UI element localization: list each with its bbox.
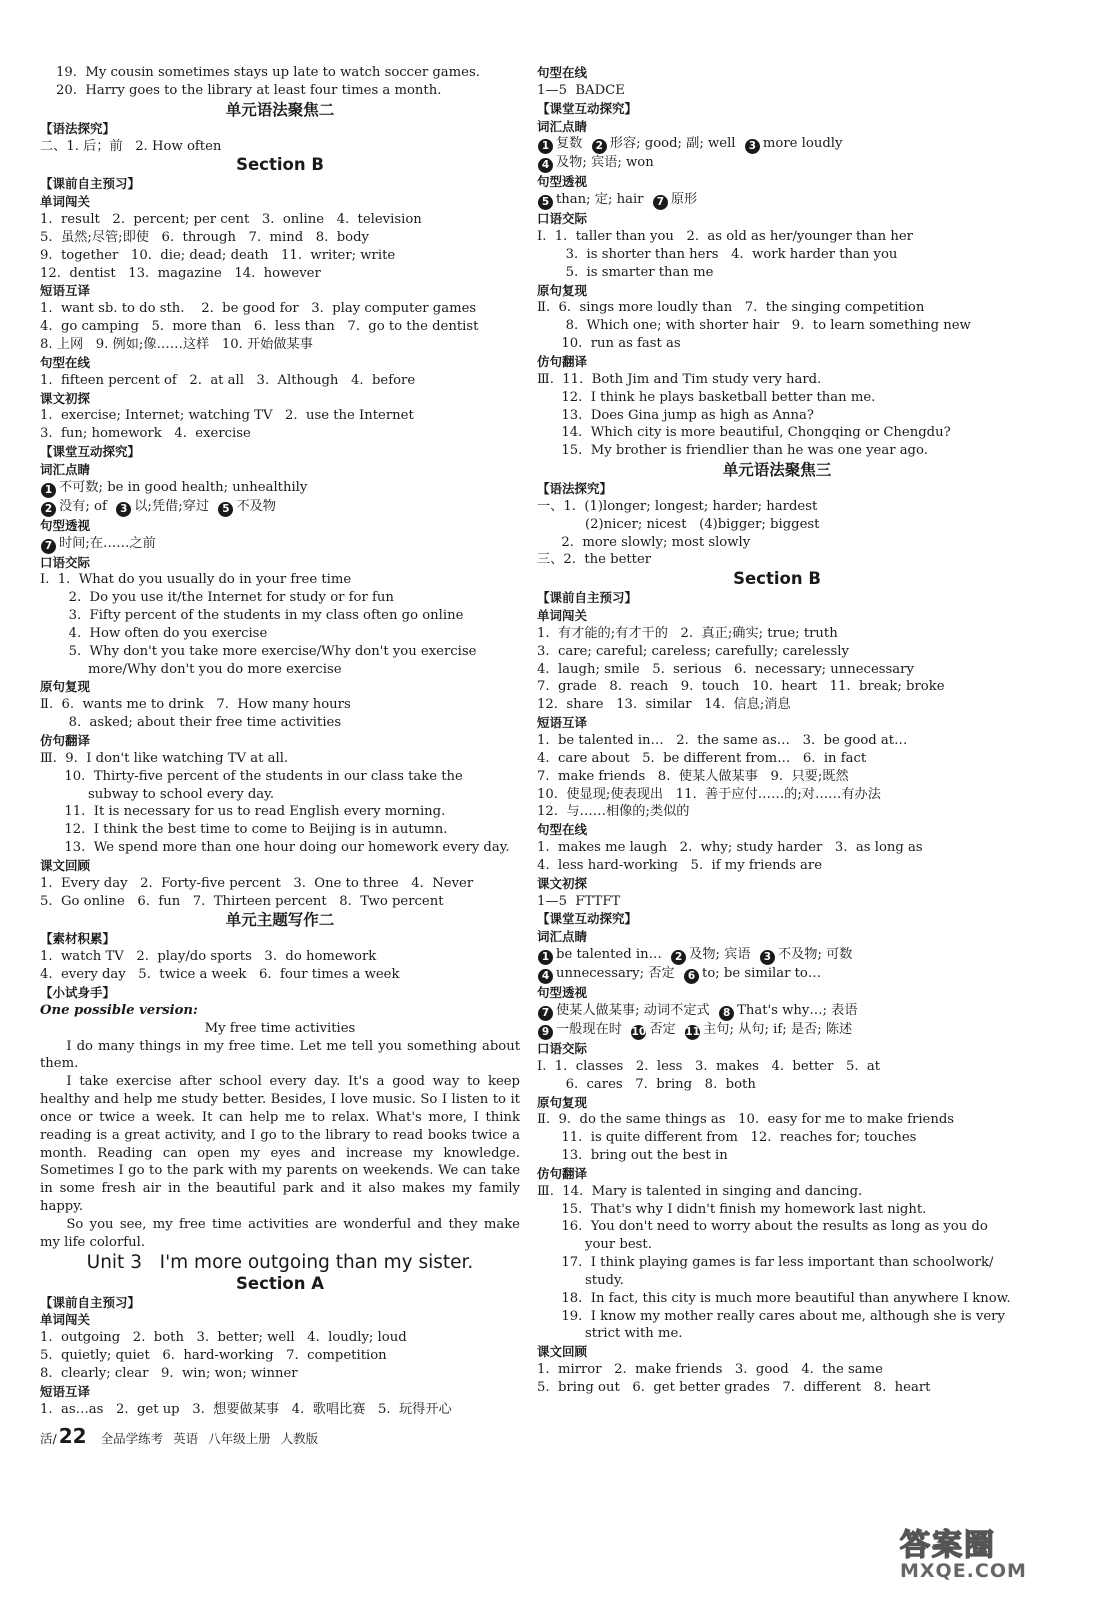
note-text: 使某人做某事; 动词不定式 <box>556 1002 719 1018</box>
left-part-heading: 【语法探究】 <box>40 120 116 136</box>
note-text: That's why…; 表语 <box>737 1002 858 1018</box>
left-essay-paragraph: I do many things in my free time. Let me tell you something about them. <box>40 1038 520 1072</box>
left-answer-line: 5. 虽然;尽管;即使 6. through 7. mind 8. body <box>40 229 369 245</box>
right-subheading: 仿句翻译 <box>537 353 588 369</box>
left-subheading: 短语互译 <box>40 283 91 299</box>
right-subheading: 短语互译 <box>537 715 588 731</box>
watermark-logo: 答案圈 <box>900 1528 996 1563</box>
right-answer-line: 7. make friends 8. 使某人做某事 9. 只要;既然 <box>537 768 849 784</box>
left-answer-line: 1. exercise; Internet; watching TV 2. use the Internet <box>40 408 414 424</box>
right-answer-line: 10. 使显现;使表现出 11. 善于应付……的;对……有办法 <box>537 786 881 802</box>
note-text: be talented in… <box>556 947 671 963</box>
right-answer-line: 4. laugh; smile 5. serious 6. necessary; unnecessary <box>537 661 914 677</box>
left-subheading: 单词闯关 <box>40 1312 91 1328</box>
right-answer-line: your best. <box>585 1237 652 1253</box>
circled-number-icon: 7 <box>653 195 668 210</box>
footer-subject: 英语 <box>173 1431 199 1446</box>
right-answer-line: 19. I know my mother really cares about me, although she is very <box>553 1308 1005 1324</box>
left-answer-line: 1. as…as 2. get up 3. 想要做某事 4. 歌唱比赛 5. 玩得开心 <box>40 1401 452 1417</box>
site-watermark <box>900 1520 1060 1580</box>
left-section-heading: Section B <box>236 155 324 175</box>
right-answer-line: 11. is quite different from 12. reaches for; touches <box>553 1130 917 1146</box>
note-text: 以;凭借;穿过 <box>134 498 218 514</box>
right-numbered-notes <box>537 946 1017 965</box>
left-unit-heading: Unit 3 I'm more outgoing than my sister. <box>86 1251 474 1273</box>
left-answer-line: 8. asked; about their free time activities <box>56 715 342 731</box>
circled-number-icon: 1 <box>41 483 56 498</box>
note-text: to; be similar to… <box>702 966 822 982</box>
page-number: 22 <box>58 1424 87 1448</box>
right-numbered-notes <box>537 1021 1017 1040</box>
left-answer-line: 4. every day 5. twice a week 6. four times a week <box>40 967 400 983</box>
left-answer-line: 8. 上网 9. 例如;像……这样 10. 开始做某事 <box>40 336 313 352</box>
left-answer-line: 1. result 2. percent; per cent 3. online 4. television <box>40 212 422 228</box>
left-answer-line: 12. dentist 13. magazine 14. however <box>40 265 321 281</box>
circled-number-icon: 9 <box>538 1025 553 1040</box>
left-subheading: 课文回顾 <box>40 857 91 873</box>
left-subheading: 仿句翻译 <box>40 733 91 748</box>
right-subheading: 词汇点睛 <box>537 118 588 134</box>
right-answer-line: 5. is smarter than me <box>553 264 714 280</box>
left-essay-title: My free time activities <box>204 1020 356 1036</box>
right-answer-line: 8. Which one; with shorter hair 9. to learn something new <box>553 318 971 334</box>
right-answer-line: 一、1. (1)longer; longest; harder; hardest <box>537 498 818 514</box>
left-subheading: 句型透视 <box>40 517 91 533</box>
right-subheading: 句型在线 <box>537 65 588 80</box>
left-part-heading: 【课堂互动探究】 <box>40 444 141 460</box>
left-answer-line: 20. Harry goes to the library at least four times a month. <box>56 82 442 98</box>
note-text: unnecessary; 否定 <box>556 966 684 982</box>
left-column <box>40 64 520 1419</box>
right-answer-line: Ⅰ. 1. taller than you 2. as old as her/younger than her <box>537 229 913 245</box>
left-subheading: 课文初探 <box>40 390 91 406</box>
note-text: 一般现在时 <box>556 1021 631 1037</box>
left-answer-line: 4. How often do you exercise <box>56 625 268 641</box>
left-answer-line: 1. Every day 2. Forty-five percent 3. One to three 4. Never <box>40 875 474 891</box>
note-text: 时间;在……之前 <box>59 535 156 551</box>
right-part-heading: 【语法探究】 <box>537 481 613 497</box>
right-subheading: 单词闯关 <box>537 608 588 624</box>
circled-number-icon: 2 <box>592 139 607 154</box>
note-text: 不及物; 可数 <box>777 947 853 963</box>
right-answer-line: 15. My brother is friendlier than he was one year ago. <box>553 443 928 459</box>
right-answer-line: 7. grade 8. reach 9. touch 10. heart 11. break; broke <box>537 679 945 695</box>
note-text: than; 定; hair <box>556 192 652 208</box>
left-answer-line: 5. Go online 6. fun 7. Thirteen percent 8. Two percent <box>40 893 444 909</box>
right-answer-line: Ⅲ. 14. Mary is talented in singing and dancing. <box>537 1183 863 1199</box>
right-subheading: 仿句翻译 <box>537 1165 588 1181</box>
right-answer-line: 3. care; careful; careless; carefully; carelessly <box>537 643 849 659</box>
left-answer-line: subway to school every day. <box>88 786 275 802</box>
note-text: 不可数; be in good health; unhealthily <box>59 479 308 495</box>
right-subheading: 词汇点睛 <box>537 929 588 945</box>
left-numbered-notes <box>40 535 520 554</box>
left-answer-line: 11. It is necessary for us to read English every morning. <box>56 804 446 820</box>
left-answer-line: 3. fun; homework 4. exercise <box>40 426 251 442</box>
left-answer-line: 二、1. 后；前 2. How often <box>40 138 222 154</box>
right-answer-line: 3. is shorter than hers 4. work harder than you <box>553 246 898 262</box>
left-answer-line: 9. together 10. die; dead; death 11. writer; write <box>40 247 396 263</box>
right-subheading: 课文初探 <box>537 875 588 891</box>
right-subheading: 原句复现 <box>537 282 588 298</box>
right-numbered-notes <box>537 135 1017 154</box>
left-subheading: 短语互译 <box>40 1383 91 1399</box>
circled-number-icon: 4 <box>538 158 553 173</box>
right-column <box>537 64 1017 1397</box>
circled-number-icon: 8 <box>719 1006 734 1021</box>
right-part-heading: 【课前自主预习】 <box>537 590 638 606</box>
footer-page-prefix: 活/ <box>40 1431 57 1446</box>
note-text: 不及物 <box>236 498 276 514</box>
left-answer-line: Ⅱ. 6. wants me to drink 7. How many hours <box>40 697 351 713</box>
left-answer-line: 5. quietly; quiet 6. hard-working 7. competition <box>40 1348 387 1364</box>
watermark-url: MXQE.COM <box>900 1560 1027 1582</box>
left-section-title: 单元主题写作二 <box>225 911 335 930</box>
right-answer-line: 16. You don't need to worry about the results as long as you do <box>553 1219 988 1235</box>
circled-number-icon: 3 <box>760 950 775 965</box>
left-answer-line: 10. Thirty-five percent of the students in our class take the <box>56 768 463 784</box>
footer-grade: 八年级上册 <box>208 1431 271 1446</box>
right-answer-line: 10. run as fast as <box>553 336 681 352</box>
right-answer-line: 1—5 BADCE <box>537 82 625 98</box>
circled-number-icon: 5 <box>538 195 553 210</box>
left-part-heading: 【素材积累】 <box>40 931 116 947</box>
right-subheading: 句型透视 <box>537 985 588 1001</box>
left-answer-line: 1. watch TV 2. play/do sports 3. do homework <box>40 949 377 965</box>
circled-number-icon: 7 <box>41 539 56 554</box>
circled-number-icon: 2 <box>671 950 686 965</box>
right-subheading: 原句复现 <box>537 1094 588 1110</box>
right-part-heading: 【课堂互动探究】 <box>537 911 638 927</box>
left-answer-line: 13. We spend more than one hour doing our homework every day. <box>56 840 510 856</box>
circled-number-icon: 5 <box>218 502 233 517</box>
right-answer-line: study. <box>585 1272 624 1288</box>
left-subheading: 句型在线 <box>40 354 91 370</box>
note-text: 主句; 从句; if; 是否; 陈述 <box>703 1021 853 1037</box>
left-answer-line: 19. My cousin sometimes stays up late to watch soccer games. <box>56 65 480 80</box>
right-answer-line: 5. bring out 6. get better grades 7. different 8. heart <box>537 1380 931 1395</box>
right-section-title: 单元语法聚焦三 <box>722 461 832 480</box>
circled-number-icon: 2 <box>41 502 56 517</box>
left-numbered-notes <box>40 498 520 517</box>
left-essay-paragraph: I take exercise after school every day. It's a good way to keep healthy and help me study better. Besides, I love music. So I listen to it once or twice a week. It can help me to relax. What's more, I think reading is a great activity, and I go to the library to read books twice a month. Reading can open my eyes and increase my knowledge. Sometimes I go to the park with my parents on weekends. We can take in some fresh air in the beautiful park and it also makes my family happy. <box>40 1074 520 1215</box>
right-answer-line: 18. In fact, this city is much more beautiful than anywhere I know. <box>553 1290 1011 1306</box>
right-answer-line: 4. less hard-working 5. if my friends are <box>537 857 822 873</box>
right-answer-line: 17. I think playing games is far less important than schoolwork/ <box>553 1255 994 1271</box>
left-answer-line: Ⅲ. 9. I don't like watching TV at all. <box>40 750 289 766</box>
note-text: 原形 <box>670 192 698 208</box>
left-answer-line: Ⅰ. 1. What do you usually do in your free time <box>40 572 352 588</box>
circled-number-icon: 3 <box>116 502 131 517</box>
note-text: 没有; of <box>59 498 116 514</box>
right-answer-line: (2)nicer; nicest (4)bigger; biggest <box>585 516 820 532</box>
note-text: 及物; 宾语; won <box>556 155 654 171</box>
right-answer-line: 三、2. the better <box>537 552 652 568</box>
left-answer-line: 1. outgoing 2. both 3. better; well 4. loudly; loud <box>40 1330 407 1346</box>
note-text: 及物; 宾语 <box>689 947 759 963</box>
right-answer-line: 12. I think he plays basketball better than me. <box>553 389 876 405</box>
note-text: more loudly <box>762 136 843 152</box>
right-numbered-notes <box>537 154 1017 173</box>
circled-number-icon: 7 <box>538 1006 553 1021</box>
right-answer-line: 1. be talented in… 2. the same as… 3. be good at… <box>537 733 908 748</box>
left-section-title: 单元语法聚焦二 <box>225 100 335 119</box>
note-text: 形容; good; 副; well <box>609 136 744 152</box>
circled-number-icon: 1 <box>538 139 553 154</box>
left-essay-paragraph: So you see, my free time activities are wonderful and they make my life colorful. <box>40 1216 520 1250</box>
left-answer-line: 3. Fifty percent of the students in my class often go online <box>56 608 464 624</box>
circled-number-icon: 3 <box>745 139 760 154</box>
left-subheading: 单词闯关 <box>40 194 91 210</box>
right-numbered-notes <box>537 965 1017 984</box>
left-answer-line: 5. Why don't you take more exercise/Why don't you exercise <box>56 643 477 659</box>
left-part-heading: 【课前自主预习】 <box>40 1294 141 1310</box>
right-numbered-notes <box>537 191 1017 210</box>
circled-number-icon: 6 <box>684 969 699 984</box>
right-answer-line: 12. 与……相像的;类似的 <box>537 804 690 820</box>
page-footer <box>40 1424 328 1448</box>
right-answer-line: 1. 有才能的;有才干的 2. 真正;确实; true; truth <box>537 625 838 641</box>
footer-edition: 人教版 <box>280 1431 319 1446</box>
right-answer-line: 13. bring out the best in <box>553 1148 728 1164</box>
left-part-heading: 【小试身手】 <box>40 984 116 1000</box>
left-subheading: 口语交际 <box>40 554 91 570</box>
right-subheading: 句型在线 <box>537 822 588 838</box>
right-subheading: 口语交际 <box>537 1040 588 1056</box>
left-essay-label: One possible version: <box>40 1002 198 1018</box>
right-answer-line: 12. share 13. similar 14. 信息;消息 <box>537 697 791 713</box>
right-answer-line: Ⅰ. 1. classes 2. less 3. makes 4. better 5. at <box>537 1058 881 1074</box>
left-answer-line: 8. clearly; clear 9. win; won; winner <box>40 1366 298 1381</box>
right-answer-line: 1—5 FTTFT <box>537 893 621 909</box>
left-answer-line: 2. Do you use it/the Internet for study or for fun <box>56 590 394 606</box>
left-subheading: 原句复现 <box>40 679 91 695</box>
footer-book-title: 全品学练考 <box>100 1431 164 1446</box>
right-answer-line: 4. care about 5. be different from… 6. in fact <box>537 750 867 766</box>
note-text: 复数 <box>556 136 591 152</box>
right-answer-line: 14. Which city is more beautiful, Chongqing or Chengdu? <box>553 425 951 441</box>
left-answer-line: 12. I think the best time to come to Beijing is in autumn. <box>56 822 448 838</box>
right-answer-line: strict with me. <box>585 1326 683 1342</box>
left-answer-line: 1. want sb. to do sth. 2. be good for 3. play computer games <box>40 301 477 317</box>
left-numbered-notes <box>40 479 520 498</box>
right-answer-line: Ⅲ. 11. Both Jim and Tim study very hard. <box>537 371 822 387</box>
right-part-heading: 【课堂互动探究】 <box>537 100 638 116</box>
left-answer-line: more/Why don't you do more exercise <box>88 661 342 677</box>
left-subheading: 词汇点睛 <box>40 461 91 477</box>
left-answer-line: 4. go camping 5. more than 6. less than 7. go to the dentist <box>40 319 479 335</box>
left-part-heading: 【课前自主预习】 <box>40 176 141 192</box>
right-section-heading: Section B <box>733 569 821 589</box>
right-answer-line: Ⅱ. 9. do the same things as 10. easy for me to make friends <box>537 1112 955 1128</box>
right-subheading: 课文回顾 <box>537 1344 588 1360</box>
right-answer-line: 13. Does Gina jump as high as Anna? <box>553 407 814 423</box>
right-answer-line: 2. more slowly; most slowly <box>553 534 751 550</box>
right-answer-line: 15. That's why I didn't finish my homework last night. <box>553 1201 927 1217</box>
circled-number-icon: 11 <box>685 1025 700 1038</box>
right-answer-line: 1. makes me laugh 2. why; study harder 3. as long as <box>537 840 923 856</box>
circled-number-icon: 4 <box>538 969 553 984</box>
left-answer-line: 1. fifteen percent of 2. at all 3. Although 4. before <box>40 372 416 388</box>
right-answer-line: 6. cares 7. bring 8. both <box>553 1076 756 1092</box>
circled-number-icon: 10 <box>631 1025 647 1038</box>
right-subheading: 口语交际 <box>537 211 588 227</box>
right-answer-line: Ⅱ. 6. sings more loudly than 7. the singing competition <box>537 300 925 316</box>
note-text: 否定 <box>649 1021 685 1037</box>
left-section-heading: Section A <box>236 1273 324 1293</box>
right-subheading: 句型透视 <box>537 174 588 190</box>
circled-number-icon: 1 <box>538 950 553 965</box>
right-answer-line: 1. mirror 2. make friends 3. good 4. the same <box>537 1362 883 1378</box>
right-numbered-notes <box>537 1002 1017 1021</box>
